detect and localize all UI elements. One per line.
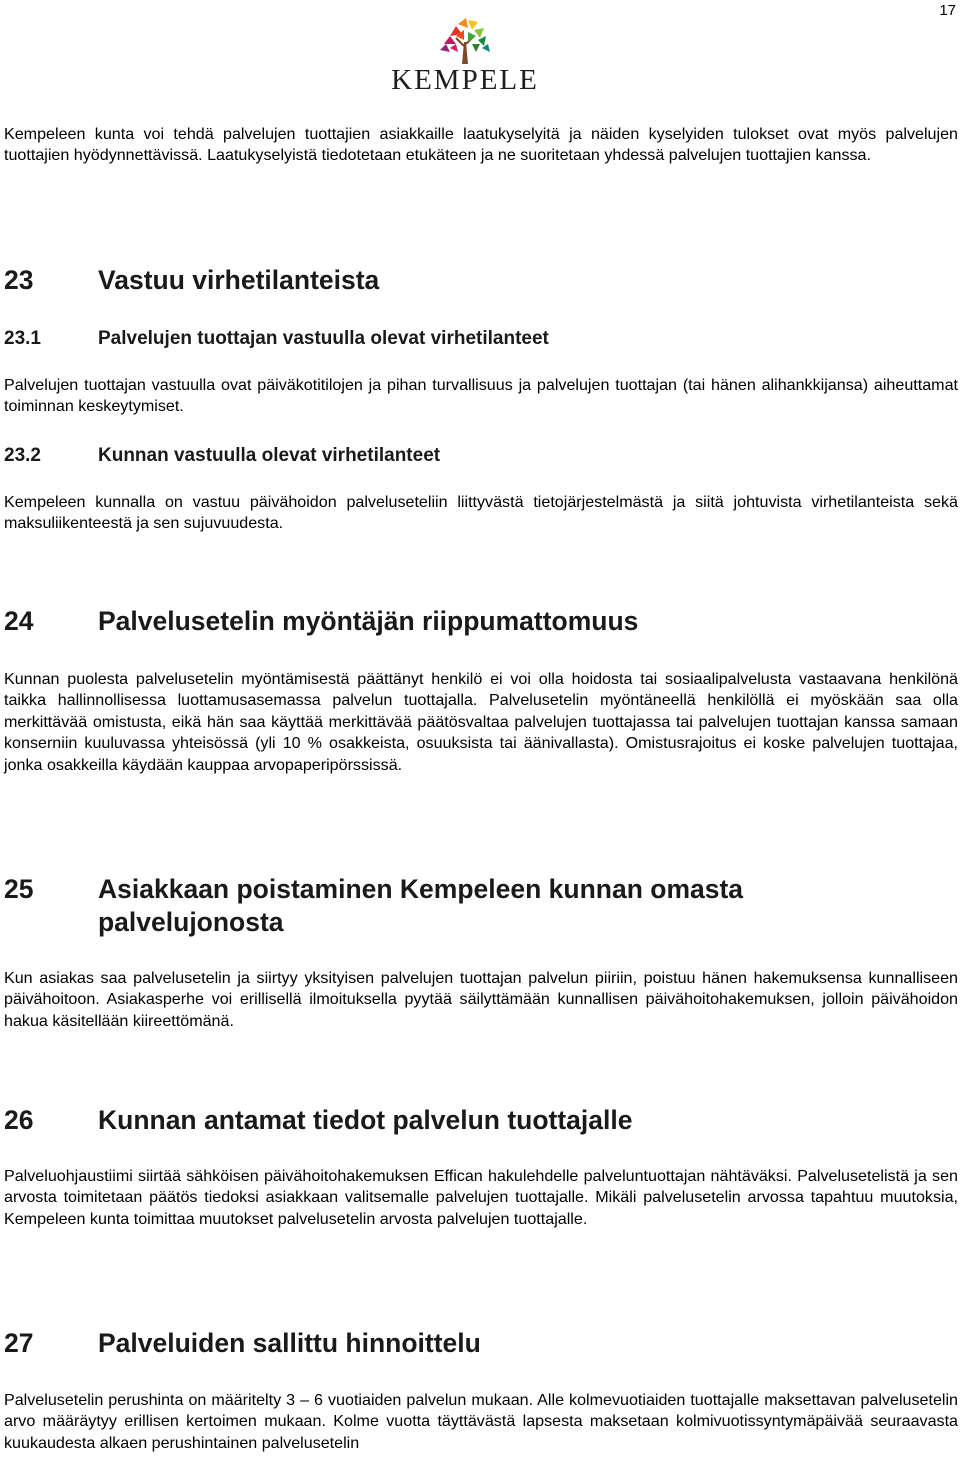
section-number: 25: [4, 874, 34, 904]
intro-paragraph: Kempeleen kunta voi tehdä palvelujen tuottajien asiakkaille laatukyselyitä ja näiden kyselyiden tulokset ovat myös palvelujen tuottajien hyödynnettävissä. Laatukyselyistä tiedotetaan etukäteen ja ne suoritetaan yhdessä palvelujen tuottajien kanssa.: [4, 125, 958, 165]
section-paragraph: Kunnan puolesta palvelusetelin myöntämisestä päättänyt henkilö ei voi olla hoidosta tai sosiaalipalvelusta vastaavana henkilönä taikka hallinnollisessa luottamusasemassa palvelun tuottajalla. Palvelusetelin myöntäneellä henkilöllä ei myöskään saa olla merkittävää omistusta, eikä hän saa käyttää merkittävää päätösvaltaa palvelujen tuottajassa tai palvelujen tuottajan kanssa samaan konserniin kuuluvassa yhteisössä (yli 10 % osakkeista, osuuksista tai äänivallasta). Omistusrajoitus ei koske palvelujen tuottajaa, jonka osakkeilla käydään kauppaa arvopaperipörssissä.: [4, 670, 958, 774]
section-paragraph: Kun asiakas saa palvelusetelin ja siirtyy yksityisen palvelujen tuottajan palvelun piiriin, poistuu hänen hakemuksensa kunnalliseen päivähoitoon. Asiakasperhe voi erillisellä ilmoituksella pyytää säilyttämään kunnallisen päivähoitohakemuksen, jolloin päivähoidon hakua käsitellään kiireettömänä.: [4, 969, 958, 1030]
subsection-paragraph: Kempeleen kunnalla on vastuu päivähoidon palveluseteliin liittyvästä tietojärjestelmästä ja siitä johtuvista virhetilanteista sekä maksuliikenteestä ja sen sujuvuudesta.: [4, 493, 958, 533]
subsection-23-2-body: [4, 492, 958, 535]
subsection-title: Kunnan vastuulla olevat virhetilanteet: [98, 445, 441, 466]
subsection-number: 23.2: [4, 445, 41, 466]
section-number: 24: [4, 606, 34, 636]
page-number: 17: [939, 2, 956, 19]
subsection-title: Palvelujen tuottajan vastuulla olevat virhetilanteet: [98, 328, 549, 349]
section-title: Vastuu virhetilanteista: [98, 265, 380, 295]
section-number: 27: [4, 1328, 34, 1358]
logo-wordmark: KEMPELE: [391, 64, 539, 96]
section-number: 26: [4, 1105, 34, 1135]
kempele-logo: [384, 14, 546, 96]
subsection-paragraph: Palvelujen tuottajan vastuulla ovat päiväkotitilojen ja pihan turvallisuus ja palvelujen tuottajan (tai hänen alihankkijansa) aiheuttamat toiminnan keskeytymiset.: [4, 376, 958, 416]
section-27-body: [4, 1390, 958, 1454]
section-title: Kunnan antamat tiedot palvelun tuottajalle: [98, 1105, 633, 1135]
section-title: Asiakkaan poistaminen Kempeleen kunnan omasta palvelujonosta: [98, 874, 744, 937]
subsection-number: 23.1: [4, 328, 41, 349]
tree-logo-icon: [384, 14, 546, 66]
section-paragraph: Palvelusetelin perushinta on määritelty 3 – 6 vuotiaiden palvelun mukaan. Alle kolmevuotiaiden tuottajalle maksettavan palvelusetelin arvo määräytyy erillisen kertoimen mukaan. Kolme vuotta täyttävästä lapsesta maksetaan kolmivuotissyntymäpäivää seuraavasta kuukaudesta alkaen perushintainen palvelusetelin: [4, 1391, 958, 1452]
intro-section: [4, 124, 958, 167]
section-title: Palveluiden sallittu hinnoittelu: [98, 1328, 481, 1358]
section-number: 23: [4, 265, 34, 295]
section-24-body: [4, 669, 958, 776]
section-title: Palvelusetelin myöntäjän riippumattomuus: [98, 606, 639, 636]
section-25-body: [4, 968, 958, 1032]
section-26-body: [4, 1166, 958, 1230]
section-paragraph: Palveluohjaustiimi siirtää sähköisen päivähoitohakemuksen Effican hakulehdelle palveluntuottajan nähtäväksi. Palvelusetelistä ja sen arvosta toimitetaan päätös tiedoksi asiakkaan valitsemalle palvelujen tuottajalle. Mikäli palvelusetelin arvossa tapahtuu muutoksia, Kempeleen kunta toimittaa muutokset palvelusetelin arvosta palvelujen tuottajalle.: [4, 1167, 958, 1228]
subsection-23-1-body: [4, 375, 958, 418]
